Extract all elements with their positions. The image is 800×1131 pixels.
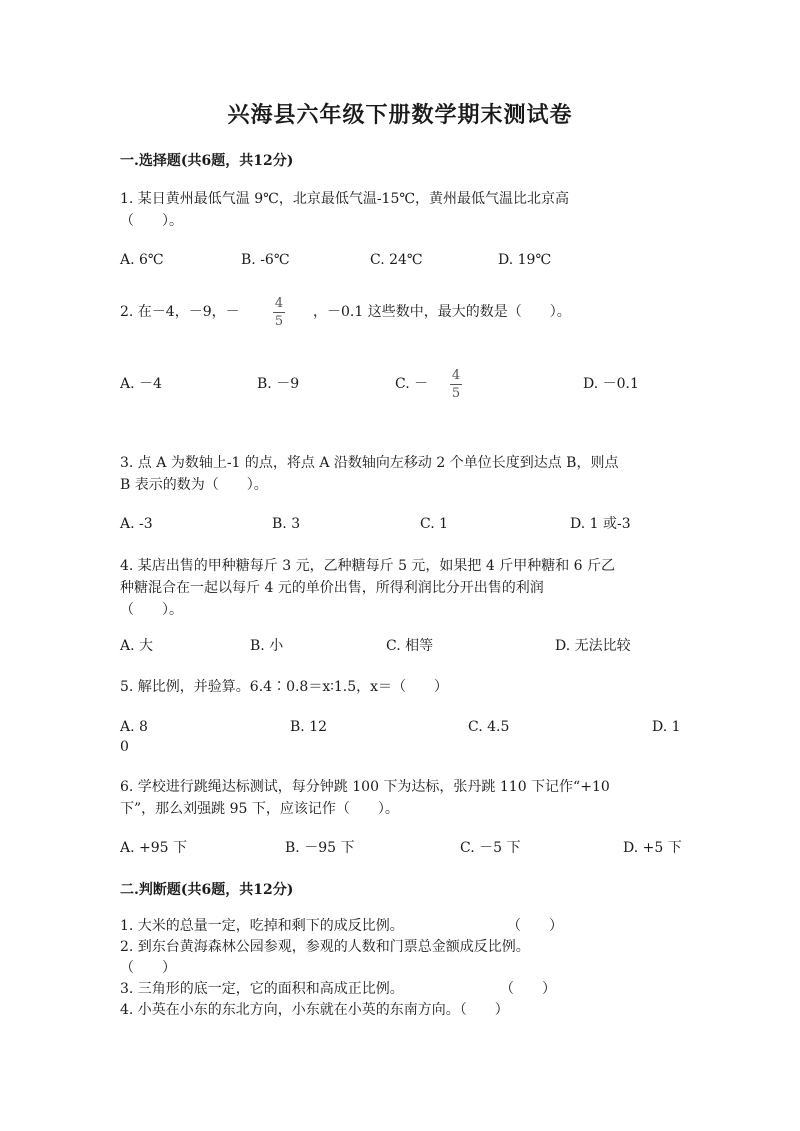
question-1-option-d: D. 19℃ — [498, 252, 552, 268]
question-1-text: 1. 某日黄州最低气温 9℃，北京最低气温-15℃，黄州最低气温比北京高 — [120, 191, 570, 207]
question-3-text: 3. 点 A 为数轴上-1 的点，将点 A 沿数轴向左移动 2 个单位长度到达点 B，则点 — [120, 455, 619, 471]
question-6-option-a: A. +95 下 — [120, 840, 188, 856]
judge-2-blank: （ ） — [120, 960, 176, 976]
question-4-option-c: C. 相等 — [386, 638, 434, 654]
question-2-suffix: ，－0.1 这些数中，最大的数是（ ）。 — [313, 304, 571, 320]
fraction-numerator: 4 — [451, 368, 461, 383]
question-4-text: 4. 某店出售的甲种糖每斤 3 元，乙种糖每斤 5 元，如果把 4 斤甲种糖和 6 斤乙 — [120, 558, 616, 574]
fraction-denominator: 5 — [274, 314, 284, 329]
question-4-option-d: D. 无法比较 — [555, 638, 631, 654]
question-1-blank: （ ）。 — [120, 213, 183, 229]
question-5-option-d: D. 1 — [652, 719, 681, 735]
question-4-option-a: A. 大 — [120, 638, 154, 654]
judge-2-text: 2. 到东台黄海森林公园参观，参观的人数和门票总金额成反比例。 — [120, 939, 530, 955]
judge-1-text: 1. 大米的总量一定，吃掉和剩下的成反比例。 — [120, 918, 404, 934]
question-6-text: 6. 学校进行跳绳达标测试，每分钟跳 100 下为达标，张丹跳 110 下记作“+10 — [120, 779, 610, 795]
question-4-option-b: B. 小 — [250, 638, 284, 654]
question-2-option-c: C. － — [395, 376, 429, 392]
question-5-option-a: A. 8 — [120, 719, 148, 735]
question-4-text-cont: 种糖混合在一起以每斤 4 元的单价出售，所得利润比分开出售的利润 — [120, 580, 544, 596]
question-1-option-c: C. 24℃ — [370, 252, 423, 268]
page-title: 兴海县六年级下册数学期末测试卷 — [227, 102, 573, 128]
question-6-option-c: C. －5 下 — [460, 840, 521, 856]
section-heading-judge: 二.判断题(共6题，共12分) — [120, 882, 294, 898]
question-5-option-d-wrap: 0 — [120, 739, 129, 755]
section-heading-choice: 一.选择题(共6题，共12分) — [120, 153, 294, 169]
question-3-option-b: B. 3 — [272, 516, 301, 532]
judge-3-blank: （ ） — [500, 981, 556, 997]
question-2-option-a: A. －4 — [120, 376, 162, 392]
question-1-option-a: A. 6℃ — [120, 252, 164, 268]
question-2-option-b: B. －9 — [257, 376, 300, 392]
question-2-option-d: D. －0.1 — [583, 376, 639, 392]
question-6-option-b: B. －95 下 — [285, 840, 355, 856]
question-3-option-a: A. -3 — [120, 516, 153, 532]
judge-4-text: 4. 小英在小东的东北方向，小东就在小英的东南方向。（ ） — [120, 1002, 509, 1018]
fraction-numerator: 4 — [274, 296, 284, 311]
question-2-fraction — [273, 296, 285, 329]
fraction-bar — [273, 312, 285, 313]
judge-1-blank: （ ） — [507, 918, 563, 934]
fraction-bar — [450, 384, 462, 385]
question-2-prefix: 2. 在－4，－9，－ — [120, 304, 240, 320]
question-2-option-c-fraction — [450, 368, 462, 401]
judge-3-text: 3. 三角形的底一定，它的面积和高成正比例。 — [120, 981, 404, 997]
question-3-option-d: D. 1 或-3 — [570, 516, 631, 532]
question-3-blank: B 表示的数为（ ）。 — [120, 477, 268, 493]
question-5-text: 5. 解比例，并验算。6.4∶0.8＝x∶1.5，x＝（ ） — [120, 679, 449, 695]
question-6-option-d: D. +5 下 — [623, 840, 682, 856]
question-5-option-c: C. 4.5 — [468, 719, 510, 735]
question-4-blank: （ ）。 — [120, 602, 183, 618]
question-6-blank: 下”，那么刘强跳 95 下，应该记作（ ）。 — [120, 801, 399, 817]
question-3-option-c: C. 1 — [420, 516, 449, 532]
question-1-option-b: B. -6℃ — [241, 252, 290, 268]
question-5-option-b: B. 12 — [290, 719, 328, 735]
fraction-denominator: 5 — [451, 386, 461, 401]
